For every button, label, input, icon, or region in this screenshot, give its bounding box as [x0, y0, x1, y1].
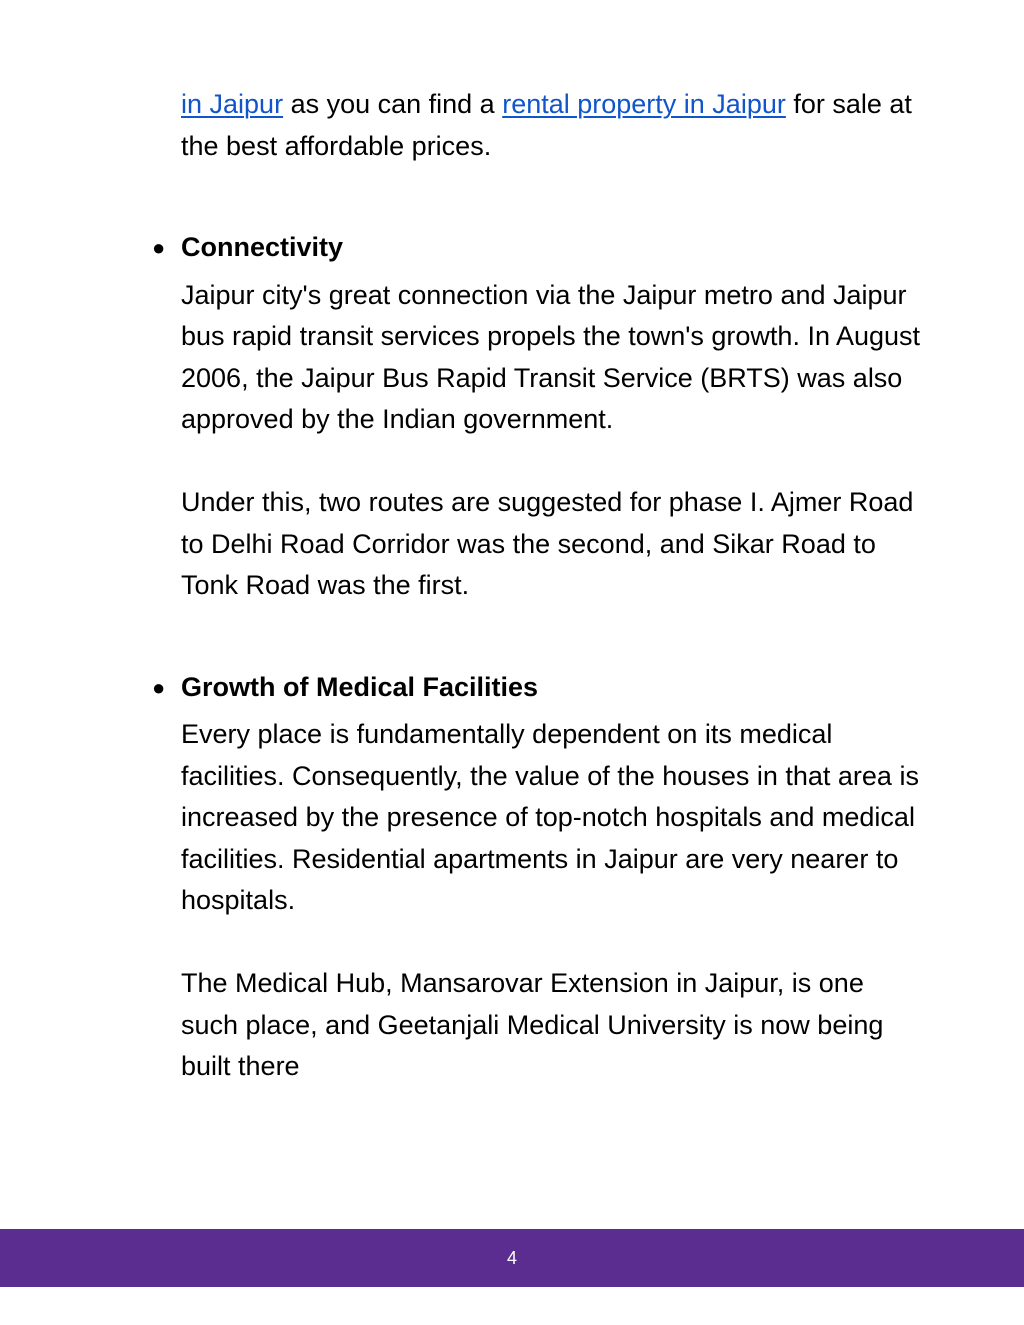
rental-property-link[interactable]: rental property in Jaipur	[502, 89, 786, 119]
section-paragraph: The Medical Hub, Mansarovar Extension in Jaipur, is one such place, and Geetanjali Medical University is now being built there	[181, 968, 884, 1081]
section-paragraph: Jaipur city's great connection via the Jaipur metro and Jaipur bus rapid transit services propels the town's growth. In August 2006, the Jaipur Bus Rapid Transit Service (BRTS) was also approved by the Indian government.	[181, 279, 921, 434]
intro-text-2: for sale at the best affordable prices.	[181, 89, 912, 161]
section-paragraph: Every place is fundamentally dependent on its medical facilities. Consequently, the value of the houses in that area is increased by the presence of top-notch hospitals and medical facilities. Residential apartments in Jaipur are very nearer to hospitals.	[181, 719, 919, 915]
page-footer	[0, 1229, 1024, 1287]
section-medical-facilities	[152, 667, 921, 1088]
section-connectivity	[152, 227, 921, 607]
section-heading: Connectivity	[181, 232, 344, 262]
section-paragraph: Under this, two routes are suggested for phase I. Ajmer Road to Delhi Road Corridor was the second, and Sikar Road to Tonk Road was the first.	[181, 487, 914, 600]
bullet-icon: ●	[152, 674, 166, 700]
intro-text-1: as you can find a	[283, 89, 503, 119]
bullet-icon: ●	[152, 235, 166, 260]
document-body	[152, 84, 921, 1088]
intro-paragraph	[181, 84, 921, 167]
page-number: 4	[506, 1247, 517, 1268]
section-heading: Growth of Medical Facilities	[181, 671, 539, 702]
in-jaipur-link[interactable]: in Jaipur	[181, 89, 284, 119]
